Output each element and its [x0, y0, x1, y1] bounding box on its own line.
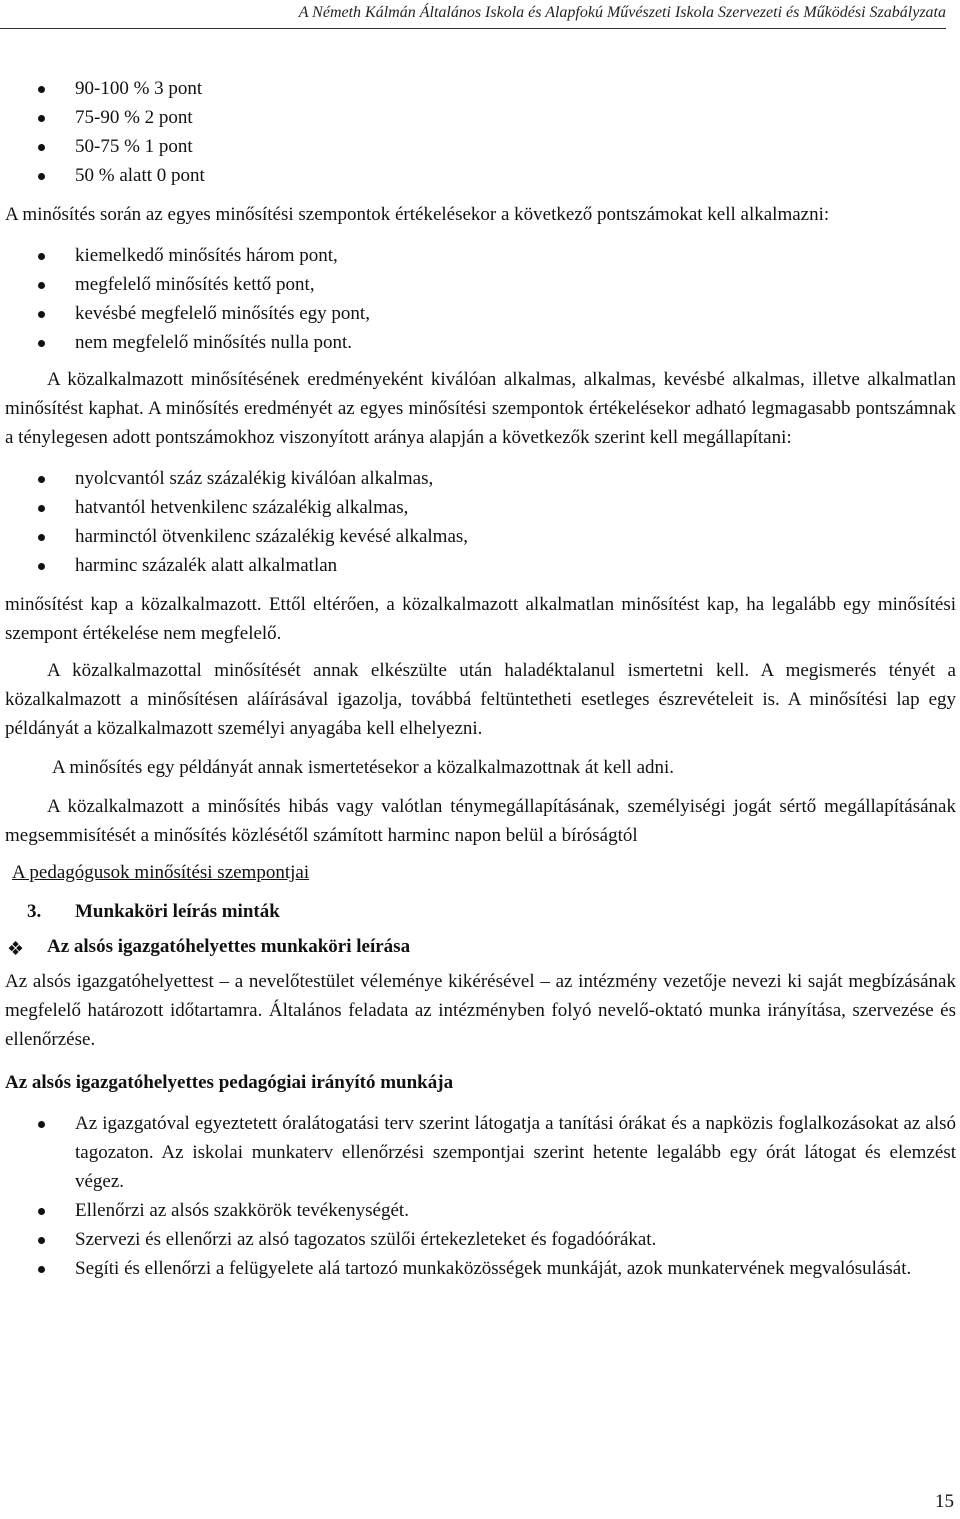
bullet-icon: [38, 115, 45, 122]
bullet-icon: [38, 534, 45, 541]
diamond-bullet-icon: ❖: [7, 939, 25, 960]
list-item: Szervezi és ellenőrzi az alsó tagozatos szülői értekezleteket és fogadóórákat.: [5, 1225, 956, 1254]
bullet-icon: [38, 1208, 45, 1215]
list-item: 75-90 % 2 pont: [5, 103, 956, 132]
page-content: [5, 74, 956, 1283]
section-title: Munkaköri leírás minták: [75, 901, 280, 922]
work-list: [5, 1109, 956, 1283]
list-item: harminc százalék alatt alkalmatlan: [5, 551, 956, 580]
bullet-icon: [38, 1121, 45, 1128]
list-item: megfelelő minősítés kettő pont,: [5, 270, 956, 299]
bullet-icon: [38, 144, 45, 151]
criteria-link[interactable]: A pedagógusok minősítési szempontjai: [12, 862, 310, 883]
rating-list: [5, 241, 956, 357]
after-list-paragraph: minősítést kap a közalkalmazott. Ettől eltérően, a közalkalmazott alkalmatlan minősítést kap, ha legalább egy minősítési szempont értékelése nem megfelelő.: [5, 594, 956, 644]
copy-paragraph: A minősítés egy példányát annak ismertetésekor a közalkalmazottnak át kell adni.: [52, 757, 675, 778]
bullet-icon: [38, 253, 45, 260]
list-item: nem megfelelő minősítés nulla pont.: [5, 328, 956, 357]
page-header: [0, 4, 946, 29]
section-number: 3.: [27, 901, 42, 922]
page-number: 15: [935, 1491, 954, 1512]
bullet-icon: [38, 340, 45, 347]
list-item: Ellenőrzi az alsós szakkörök tevékenységét.: [5, 1196, 956, 1225]
bullet-icon: [38, 1266, 45, 1273]
bullet-icon: [38, 311, 45, 318]
list-item: 50-75 % 1 pont: [5, 132, 956, 161]
subsection-title: Az alsós igazgatóhelyettes munkaköri leírása: [47, 936, 411, 957]
list-item: Segíti és ellenőrzi a felügyelete alá tartozó munkaközösségek munkáját, azok munkatervének megvalósulását.: [5, 1254, 956, 1283]
score-list: [5, 74, 956, 190]
list-item: 90-100 % 3 pont: [5, 74, 956, 103]
deputy-paragraph: Az alsós igazgatóhelyettest – a nevelőtestület véleménye kikérésével – az intézmény vezetője nevezi ki saját megbízásának megfelelő határozott időtartamra. Általános feladata az intézményben folyó nevelő-oktató munka irányítása, szervezése és ellenőrzése.: [5, 971, 956, 1050]
header-title: A Németh Kálmán Általános Iskola és Alapfokú Művészeti Iskola Szervezeti és Működési Szabályzata: [298, 4, 946, 21]
bullet-icon: [38, 476, 45, 483]
bullet-icon: [38, 1237, 45, 1244]
bullet-icon: [38, 86, 45, 93]
result-paragraph: A közalkalmazott minősítésének eredményeként kiválóan alkalmas, alkalmas, kevésbé alkalmas, illetve alkalmatlan minősítést kaphat. A minősítés eredményét az egyes minősítési szempontok értékelésekor adható legmagasabb pontszámnak a ténylegesen adott pontszámokhoz viszonyított aránya alapján a következők szerint kell megállapítani:: [5, 369, 956, 448]
bullet-icon: [38, 173, 45, 180]
appeal-paragraph: A közalkalmazott a minősítés hibás vagy valótlan ténymegállapításának, személyiségi jogát sértő megállapításának megsemmisítését a minősítés közlésétől számított harminc napon belül a bíróságtól: [5, 796, 956, 846]
inform-paragraph: A közalkalmazottal minősítését annak elkészülte után haladéktalanul ismertetni kell. A megismerés tényét a közalkalmazott a minősítésen aláírásával igazolja, továbbá feltüntetheti esetleges észrevételeit is. A minősítési lap egy példányát a közalkalmazott személyi anyagába kell elhelyezni.: [5, 660, 956, 739]
work-heading: Az alsós igazgatóhelyettes pedagógiai irányító munkája: [5, 1072, 454, 1093]
bullet-icon: [38, 563, 45, 570]
list-item: harminctól ötvenkilenc százalékig kevésé alkalmas,: [5, 522, 956, 551]
section-heading: [5, 897, 956, 926]
list-item: kevésbé megfelelő minősítés egy pont,: [5, 299, 956, 328]
list-item: hatvantól hetvenkilenc százalékig alkalmas,: [5, 493, 956, 522]
list-item: kiemelkedő minősítés három pont,: [5, 241, 956, 270]
intro-paragraph: A minősítés során az egyes minősítési szempontok értékelésekor a következő pontszámokat kell alkalmazni:: [5, 204, 830, 225]
list-item: Az igazgatóval egyeztetett óralátogatási terv szerint látogatja a tanítási órákat és a napközis foglalkozásokat az alsó tagozaton. Az iskolai munkaterv ellenőrzési szempontjai szerint hetente legalább egy órát látogat és elemzést végez.: [5, 1109, 956, 1196]
bullet-icon: [38, 505, 45, 512]
subsection-heading: [5, 932, 956, 961]
list-item: nyolcvantól száz százalékig kiválóan alkalmas,: [5, 464, 956, 493]
list-item: 50 % alatt 0 pont: [5, 161, 956, 190]
bullet-icon: [38, 282, 45, 289]
percent-list: [5, 464, 956, 580]
